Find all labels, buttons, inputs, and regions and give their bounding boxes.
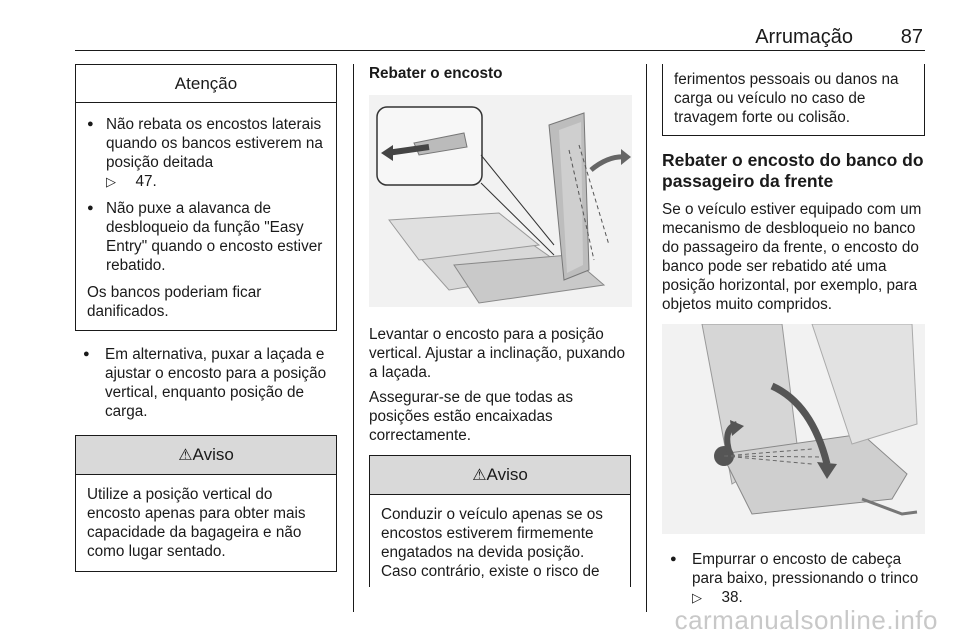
warning-box-1-text: Utilize a posição vertical do encosto apenas para obter mais capacidade da bagageira e não como lugar sentado. <box>87 486 306 560</box>
warning-box-2-text: Conduzir o veículo apenas se os encostos estiverem firmemente engatados na devida posição. Caso contrário, existe o risco de <box>381 506 603 580</box>
rear-seat-drawing <box>369 95 632 307</box>
warning-box-continued <box>662 64 925 136</box>
page-reference-icon: ▷ <box>106 174 116 189</box>
attention-box <box>75 64 337 331</box>
warning-triangle-icon: ⚠ <box>178 447 193 464</box>
warning-continued-text: ferimentos pessoais ou danos na carga ou veículo no caso de travagem forte ou colisão. <box>674 71 899 126</box>
raise-backrest-text: Levantar o encosto para a posição vertical. Ajustar a inclinação, puxando a laçada. <box>369 326 625 381</box>
attention-bullet-2: ● Não puxe a alavanca de desbloqueio da função "Easy Entry" quando o encosto estiver rebatido. <box>87 199 325 275</box>
warning-box-1 <box>75 435 337 572</box>
headrest-bullet-ref: 38. <box>702 589 743 606</box>
warning-box-2 <box>369 455 631 587</box>
column-divider-1 <box>353 64 354 612</box>
front-seat-text: Se o veículo estiver equipado com um mecanismo de desbloqueio no banco do passageiro da frente, o encosto do banco pode ser rebatido até uma posição horizontal, por exemplo, para objetos muito compridos. <box>662 201 922 313</box>
alternative-bullet: ● Em alternativa, puxar a laçada e ajustar o encosto para a posição vertical, enquanto posição de carga. <box>75 345 337 421</box>
attention-bullet-1-ref: 47. <box>116 173 157 190</box>
attention-bullet-1: ● Não rebata os encostos laterais quando os bancos estiverem na posição deitada ▷ 47. <box>87 115 325 191</box>
watermark: carmanualsonline.info <box>674 605 938 635</box>
warning-triangle-icon: ⚠ <box>472 467 487 484</box>
column-divider-2 <box>646 64 647 612</box>
check-positions-text: Assegurar-se de que todas as posições estão encaixadas correctamente. <box>369 389 574 444</box>
headrest-bullet: ● Empurrar o encosto de cabeça para baixo, pressionando o trinco ▷ 38. <box>662 550 925 607</box>
front-seat-illustration <box>662 324 925 534</box>
front-seat-drawing <box>662 324 925 534</box>
column-2 <box>369 64 631 587</box>
fold-backrest-heading: Rebater o encosto <box>369 65 503 82</box>
attention-note: Os bancos poderiam ficar danificados. <box>87 284 262 320</box>
attention-box-title: Atenção <box>76 65 336 103</box>
page-header <box>75 22 925 51</box>
front-seat-heading: Rebater o encosto do banco do passageiro da frente <box>662 150 924 191</box>
warning-box-1-title: ⚠Aviso <box>76 436 336 475</box>
column-1 <box>75 64 337 572</box>
page-number: 87 <box>900 26 923 48</box>
warning-box-2-title: ⚠Aviso <box>370 456 630 495</box>
page-reference-icon: ▷ <box>692 590 702 605</box>
column-3 <box>662 64 925 615</box>
section-title: Arrumação <box>755 26 853 48</box>
rear-seat-illustration <box>369 95 632 307</box>
